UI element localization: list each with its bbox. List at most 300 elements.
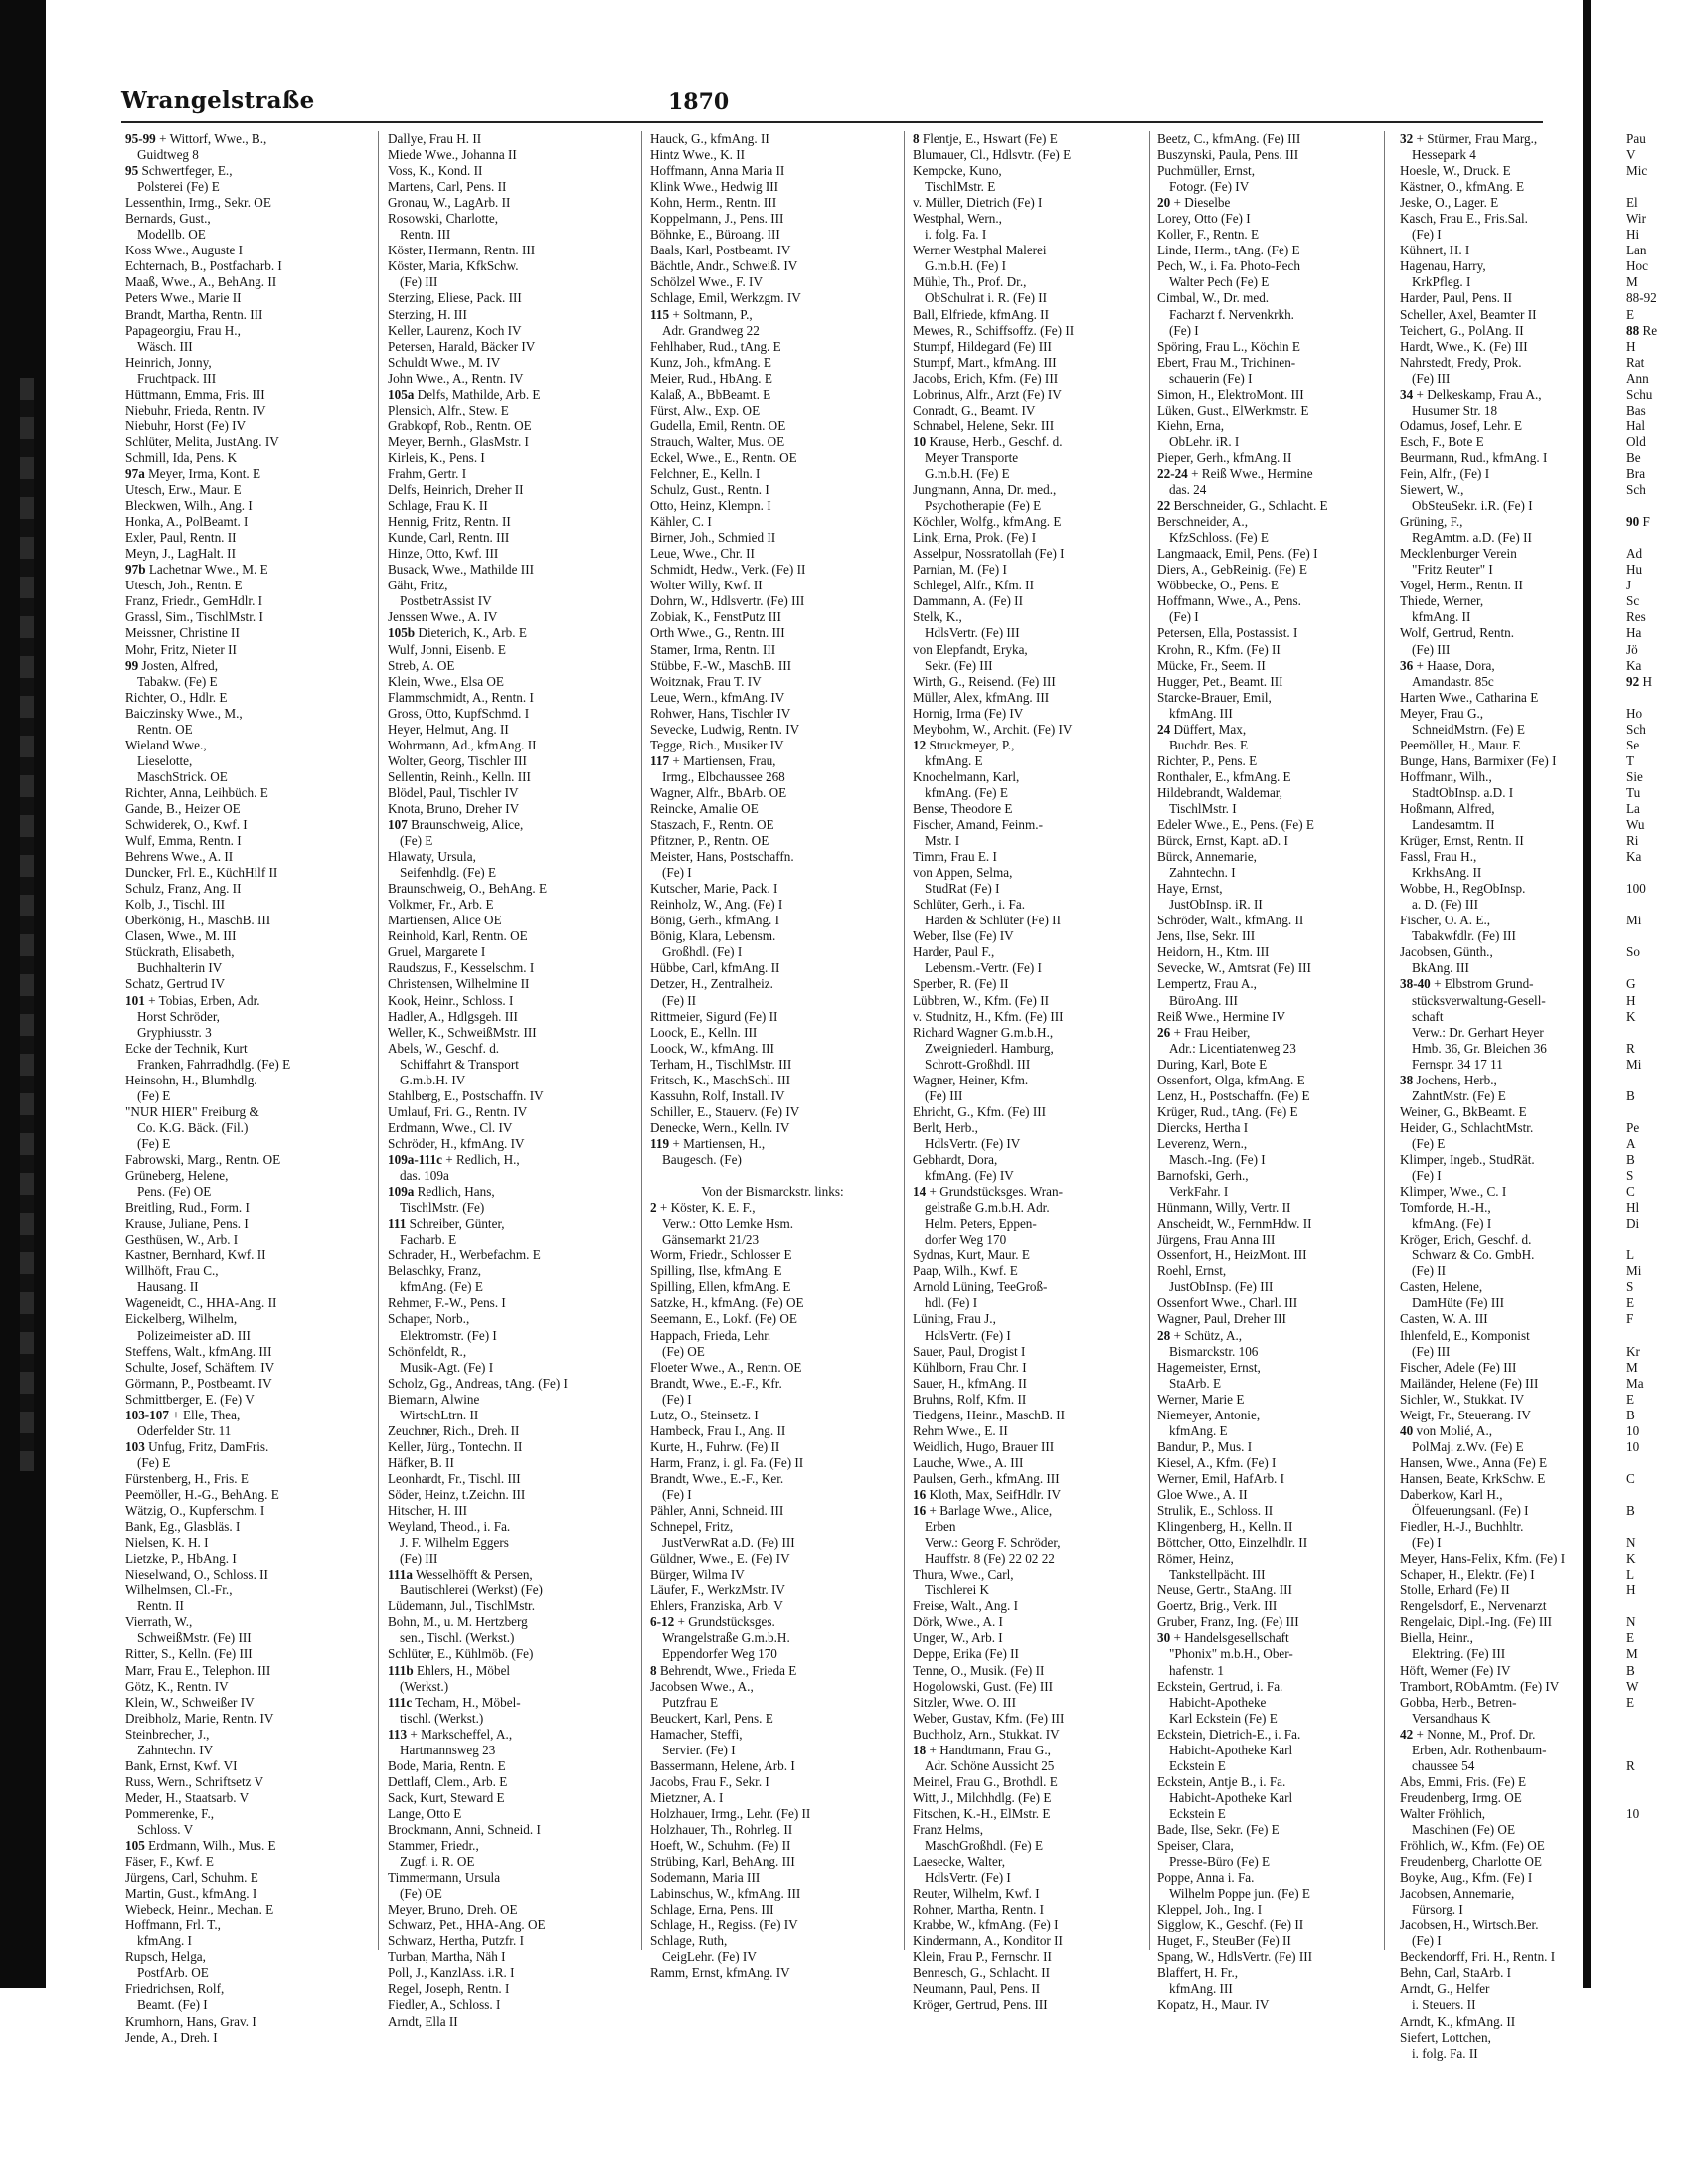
directory-entry: Schmidt, Hedw., Verk. (Fe) II [650, 562, 806, 578]
directory-entry: Pens. (Fe) OE [137, 1184, 212, 1200]
directory-entry: Hausang. II [137, 1279, 199, 1295]
directory-entry: J [1626, 578, 1632, 593]
directory-entry: Böttcher, Otto, Einzelhdlr. II [1157, 1535, 1308, 1551]
directory-entry: During, Karl, Bote E [1157, 1056, 1268, 1072]
directory-entry: Baiczinsky Wwe., M., [125, 705, 243, 721]
directory-entry: Kasch, Frau E., Fris.Sal. [1400, 211, 1528, 227]
directory-entry: Guidtweg 8 [137, 147, 199, 163]
directory-entry: 26 + Frau Heiber, [1157, 1024, 1251, 1040]
directory-entry: J. F. Wilhelm Eggers [400, 1535, 509, 1551]
directory-entry: Fotogr. (Fe) IV [1169, 179, 1250, 195]
directory-entry: 90 F [1626, 514, 1650, 530]
directory-entry: Ronthaler, E., kfmAng. E [1157, 768, 1291, 784]
directory-entry: Fäser, F., Kwf. E [125, 1854, 214, 1870]
directory-entry: Fürsorg. I [1412, 1902, 1463, 1917]
directory-entry: Gobba, Herb., Betren- [1400, 1694, 1517, 1710]
directory-entry: Steffens, Walt., kfmAng. III [125, 1343, 272, 1359]
directory-entry: kfmAng. III [1169, 705, 1233, 721]
directory-entry: Tenne, O., Musik. (Fe) II [913, 1662, 1045, 1678]
directory-entry: Weber, Gustav, Kfm. (Fe) III [913, 1710, 1065, 1726]
directory-entry: El [1626, 195, 1638, 211]
directory-entry: 88 Re [1626, 322, 1658, 338]
directory-entry: i. Steuers. II [1412, 1997, 1476, 2013]
directory-entry: Peters Wwe., Marie II [125, 290, 242, 306]
directory-entry: Krumhorn, Hans, Grav. I [125, 2013, 256, 2029]
directory-entry: 105 Erdmann, Wilh., Mus. E [125, 1838, 276, 1854]
directory-entry: Klein, Wwe., Elsa OE [388, 673, 504, 689]
directory-entry [1626, 1727, 1708, 1743]
directory-entry: Hübbe, Carl, kfmAng. II [650, 960, 780, 976]
directory-entry: Ri [1626, 833, 1639, 849]
directory-entry: Reinholz, W., Ang. (Fe) I [650, 897, 783, 913]
directory-entry: Kunde, Carl, Rentn. III [388, 530, 510, 546]
directory-entry: Eckstein, Dietrich-E., i. Fa. [1157, 1726, 1301, 1742]
directory-entry: Franz Helms, [913, 1821, 984, 1837]
directory-entry: M [1626, 1359, 1638, 1375]
directory-entry: Bächtle, Andr., Schweiß. IV [650, 258, 798, 274]
directory-entry: Petersen, Harald, Bäcker IV [388, 338, 536, 354]
directory-entry: Neumann, Paul, Pens. II [913, 1981, 1041, 1997]
directory-entry: Karl Eckstein (Fe) E [1169, 1710, 1278, 1726]
directory-entry: Di [1626, 1216, 1640, 1232]
directory-entry: Mühle, Th., Prof. Dr., [913, 274, 1027, 290]
directory-entry: K [1626, 1551, 1636, 1567]
directory-entry: HdlsVertr. (Fe) I [925, 1870, 1011, 1886]
directory-entry: Wu [1626, 817, 1645, 833]
directory-entry: Jende, A., Dreh. I [125, 2029, 218, 2045]
directory-entry: Mohr, Fritz, Nieter II [125, 641, 237, 657]
directory-entry: Lessenthin, Irmg., Sekr. OE [125, 195, 271, 211]
directory-entry: S [1626, 1168, 1634, 1184]
directory-entry: Bleckwen, Wilh., Ang. I [125, 498, 253, 514]
directory-entry: Zugf. i. R. OE [400, 1854, 475, 1870]
directory-entry: Pieper, Gerh., kfmAng. II [1157, 449, 1292, 465]
directory-entry: JustObInsp. iR. II [1169, 897, 1263, 913]
directory-entry: 42 + Nonne, M., Prof. Dr. [1400, 1726, 1536, 1742]
directory-entry: Lieselotte, [137, 752, 193, 768]
directory-entry: Schiller, E., Stauerv. (Fe) IV [650, 1103, 800, 1119]
directory-entry: Hintz Wwe., K. II [650, 147, 745, 163]
directory-entry: Werner Westphal Malerei [913, 243, 1047, 258]
directory-entry: Beuckert, Karl, Pens. E [650, 1710, 773, 1726]
directory-entry: Bank, Ernst, Kwf. VI [125, 1757, 238, 1773]
directory-entry: Hoeft, W., Schuhm. (Fe) II [650, 1838, 791, 1854]
directory-entry: Ramm, Ernst, kfmAng. IV [650, 1965, 790, 1981]
directory-entry: Sperber, R. (Fe) II [913, 976, 1009, 992]
directory-entry: 103-107 + Elle, Thea, [125, 1407, 241, 1422]
directory-entry: Kiehn, Erna, [1157, 417, 1225, 433]
directory-entry: (Fe) I [1412, 1168, 1442, 1184]
directory-entry: Wagner, Heiner, Kfm. [913, 1072, 1029, 1087]
directory-entry: Kunz, Joh., kfmAng. E [650, 354, 771, 370]
directory-entry: Gruber, Franz, Ing. (Fe) III [1157, 1614, 1299, 1630]
directory-entry: 88-92 [1626, 290, 1657, 306]
directory-entry: Reiß Wwe., Hermine IV [1157, 1008, 1286, 1024]
directory-entry: Schrott-Großhdl. III [925, 1056, 1031, 1072]
directory-entry: Stückrath, Elisabeth, [125, 944, 235, 960]
directory-entry: Dohrn, W., Hdlsvertr. (Fe) III [650, 593, 805, 609]
directory-entry: Harten Wwe., Catharina E [1400, 689, 1539, 705]
directory-entry: Bernards, Gust., [125, 211, 211, 227]
directory-entry: Westphal, Wern., [913, 211, 1002, 227]
directory-entry: Wolter, Georg, Tischler III [388, 752, 527, 768]
directory-entry: Nielsen, K. H. I [125, 1535, 209, 1551]
directory-entry: Bank, Eg., Glasbläs. I [125, 1519, 241, 1535]
directory-entry: JustObInsp. (Fe) III [1169, 1279, 1274, 1295]
directory-entry: Ha [1626, 625, 1642, 641]
directory-entry: E [1626, 1295, 1635, 1311]
directory-column-1 [125, 131, 372, 2045]
directory-entry: Klimper, Ingeb., StudRät. [1400, 1152, 1535, 1167]
directory-entry: Reincke, Amalie OE [650, 800, 759, 816]
directory-entry: Wirth, G., Reisend. (Fe) III [913, 673, 1056, 689]
directory-entry: Pau [1626, 131, 1646, 146]
directory-entry: Eckstein, Gertrud, i. Fa. [1157, 1678, 1283, 1694]
directory-entry: Heyer, Helmut, Ang. II [388, 721, 509, 737]
directory-entry: Schu [1626, 386, 1653, 402]
directory-entry: Schwarz, Hertha, Putzfr. I [388, 1933, 524, 1949]
directory-entry: 119 + Martiensen, H., [650, 1135, 766, 1151]
directory-entry: Gross, Otto, KupfSchmd. I [388, 705, 530, 721]
directory-entry: von Elepfandt, Eryka, [913, 641, 1028, 657]
directory-entry: Siefert, Lottchen, [1400, 2029, 1491, 2045]
directory-entry: Lebensm.-Vertr. (Fe) I [925, 960, 1042, 976]
directory-entry: Hauck, G., kfmAng. II [650, 131, 769, 146]
directory-entry: (Fe) III [1412, 1343, 1451, 1359]
directory-entry: Lenz, H., Postschaffn. (Fe) E [1157, 1087, 1310, 1103]
directory-entry: Volkmer, Fr., Arb. E [388, 897, 494, 913]
directory-entry: 109a-111c + Redlich, H., [388, 1152, 520, 1167]
directory-entry: Odamus, Josef, Lehr. E [1400, 417, 1523, 433]
directory-entry: Bode, Maria, Rentn. E [388, 1757, 506, 1773]
directory-entry: E [1626, 1391, 1635, 1407]
directory-entry: Stelk, K., [913, 609, 962, 625]
directory-entry: 115 + Soltmann, P., [650, 306, 753, 322]
directory-entry: Esch, F., Bote E [1400, 433, 1484, 449]
directory-entry: Breitling, Rud., Form. I [125, 1200, 250, 1216]
directory-entry: Gloe Wwe., A. II [1157, 1486, 1248, 1502]
directory-entry: Sch [1626, 482, 1646, 498]
directory-entry: Woitznak, Frau T. IV [650, 673, 762, 689]
directory-entry: Diers, A., GebReinig. (Fe) E [1157, 562, 1307, 578]
directory-entry: Sitzler, Wwe. O. III [913, 1694, 1016, 1710]
directory-entry: MaschGroßhdl. (Fe) E [925, 1838, 1044, 1854]
directory-entry: Franz, Friedr., GemHdlr. I [125, 593, 263, 609]
directory-entry: Weller, K., SchweißMstr. III [388, 1024, 537, 1040]
directory-entry: Habicht-Apotheke Karl [1169, 1742, 1293, 1757]
directory-entry: Wulf, Emma, Rentn. I [125, 833, 242, 849]
directory-entry: Fischer, Amand, Feinm.- [913, 817, 1043, 833]
directory-entry: Thiede, Werner, [1400, 593, 1484, 609]
directory-entry: Zobiak, K., FenstPutz III [650, 609, 781, 625]
directory-entry: 28 + Schütz, A., [1157, 1327, 1243, 1343]
directory-entry: Schlüter, Gerh., i. Fa. [913, 897, 1026, 913]
directory-entry: Bürger, Wilma IV [650, 1567, 745, 1582]
directory-entry: Belaschky, Franz, [388, 1263, 481, 1279]
directory-entry: Franken, Fahrradhdlg. (Fe) E [137, 1056, 291, 1072]
directory-entry: Hlawaty, Ursula, [388, 849, 476, 865]
directory-entry: Poppe, Anna i. Fa. [1157, 1870, 1255, 1886]
directory-entry: Werner, Marie E [1157, 1391, 1245, 1407]
directory-entry: Walter Fröhlich, [1400, 1805, 1486, 1821]
directory-entry [1626, 960, 1708, 976]
directory-entry: 95-99 + Wittorf, Wwe., B., [125, 131, 267, 146]
directory-entry: Gryphiusstr. 3 [137, 1024, 212, 1040]
directory-entry: Facharb. E [400, 1232, 457, 1248]
directory-entry: Hadler, A., Hdlgsgeh. III [388, 1008, 518, 1024]
column-divider [904, 131, 905, 1950]
directory-entry: Honka, A., PolBeamt. I [125, 514, 249, 530]
directory-entry: Lorey, Otto (Fe) I [1157, 211, 1251, 227]
directory-entry: Timm, Frau E. I [913, 849, 997, 865]
directory-entry: Kleppel, Joh., Ing. I [1157, 1902, 1263, 1917]
directory-entry: Niebuhr, Frieda, Rentn. IV [125, 402, 266, 417]
directory-entry: Hamacher, Steffi, [650, 1726, 743, 1742]
directory-entry: Weber, Ilse (Fe) IV [913, 928, 1014, 944]
directory-entry: Lan [1626, 243, 1647, 258]
directory-entry: Brockmann, Anni, Schneid. I [388, 1821, 541, 1837]
directory-entry: Raudszus, F., Kesselschm. I [388, 960, 535, 976]
directory-entry: Meier, Rud., HbAng. E [650, 370, 772, 386]
directory-entry [1626, 865, 1708, 881]
directory-entry: Ecke der Technik, Kurt [125, 1040, 248, 1056]
directory-entry: Schmittberger, E. (Fe) V [125, 1391, 255, 1407]
directory-entry: Mietzner, A. I [650, 1789, 724, 1805]
directory-entry: Blödel, Paul, Tischler IV [388, 784, 519, 800]
directory-entry: (Fe) III [925, 1087, 963, 1103]
directory-entry: Fröhlich, W., Kfm. (Fe) OE [1400, 1838, 1545, 1854]
directory-entry: Gesthüsen, W., Arb. I [125, 1232, 239, 1248]
directory-entry: kfmAng. (Fe) E [925, 784, 1008, 800]
directory-entry: Barnofski, Gerh., [1157, 1168, 1249, 1184]
directory-entry: Görmann, P., Postbeamt. IV [125, 1375, 272, 1391]
directory-entry: Bunge, Hans, Barmixer (Fe) I [1400, 752, 1557, 768]
directory-entry: Hennig, Fritz, Rentn. II [388, 514, 511, 530]
directory-entry: ZahntMstr. (Fe) E [1412, 1087, 1506, 1103]
directory-entry: Abels, W., Geschf. d. [388, 1040, 500, 1056]
directory-entry [1626, 498, 1708, 514]
directory-entry: G.m.b.H. IV [400, 1072, 466, 1087]
directory-entry [1626, 1328, 1708, 1344]
directory-entry: Ehlers, Franziska, Arb. V [650, 1598, 783, 1614]
directory-entry: Bismarckstr. 106 [1169, 1343, 1259, 1359]
directory-entry: Sch [1626, 721, 1646, 737]
directory-entry: Reinhold, Karl, Rentn. OE [388, 928, 528, 944]
directory-entry: Umlauf, Fri. G., Rentn. IV [388, 1103, 528, 1119]
directory-entry: Von der Bismarckstr. links: [701, 1184, 844, 1200]
directory-entry: Werner, Emil, HafArb. I [1157, 1470, 1285, 1486]
directory-entry: Arndt, K., kfmAng. II [1400, 2013, 1516, 2029]
directory-entry: Harder, Paul F., [913, 944, 995, 960]
directory-entry: Boyke, Aug., Kfm. (Fe) I [1400, 1870, 1533, 1886]
directory-entry: Rosowski, Charlotte, [388, 211, 498, 227]
directory-entry: (Fe) III [1412, 370, 1451, 386]
directory-column-6 [1400, 131, 1594, 2061]
directory-entry: Schlegel, Alfr., Kfm. II [913, 578, 1034, 593]
directory-entry: tischl. (Werkst.) [400, 1710, 484, 1726]
directory-entry: Knota, Bruno, Dreher IV [388, 800, 520, 816]
directory-entry: Richter, O., Hdlr. E [125, 689, 228, 705]
directory-entry: Adr.: Licentiatenweg 23 [1169, 1040, 1296, 1056]
directory-entry: Masch.-Ing. (Fe) I [1169, 1152, 1266, 1167]
directory-entry: Hu [1626, 562, 1643, 578]
directory-entry: Buszynski, Paula, Pens. III [1157, 147, 1299, 163]
directory-entry: Sekr. (Fe) III [925, 657, 993, 673]
directory-entry: Hessepark 4 [1412, 147, 1476, 163]
directory-entry [1626, 1455, 1708, 1471]
directory-entry: Knochelmann, Karl, [913, 768, 1020, 784]
directory-entry: Linde, Herm., tAng. (Fe) E [1157, 243, 1300, 258]
directory-entry: Dammann, A. (Fe) II [913, 593, 1023, 609]
directory-entry: K [1626, 1008, 1636, 1024]
directory-entry: Bautischlerei (Werkst) (Fe) [400, 1582, 543, 1598]
directory-entry: Kiesel, A., Kfm. (Fe) I [1157, 1454, 1277, 1470]
directory-entry: Kühnert, H. I [1400, 243, 1470, 258]
directory-entry: Pommerenke, F., [125, 1805, 215, 1821]
directory-entry: Wageneidt, C., HHA-Ang. II [125, 1295, 277, 1311]
directory-entry: Schnabel, Helene, Sekr. III [913, 417, 1055, 433]
directory-entry: Oberkönig, H., MaschB. III [125, 913, 271, 928]
directory-entry: B [1626, 1087, 1635, 1103]
directory-entry: Maschinen (Fe) OE [1412, 1821, 1516, 1837]
directory-entry: Ossenfort, Olga, kfmAng. E [1157, 1072, 1305, 1087]
directory-entry: (Fe) II [1412, 1263, 1447, 1279]
directory-entry: Grüneberg, Helene, [125, 1168, 229, 1184]
directory-entry: C [1626, 1184, 1635, 1200]
directory-entry: Kalaß, A., BbBeamt. E [650, 386, 771, 402]
directory-entry: 100 [1626, 881, 1646, 897]
directory-entry: E [1626, 306, 1635, 322]
directory-entry: chaussee 54 [1412, 1757, 1475, 1773]
directory-entry: PolMaj. z.Wv. (Fe) E [1412, 1438, 1524, 1454]
directory-entry: Niemeyer, Antonie, [1157, 1407, 1261, 1422]
directory-entry: Old [1626, 433, 1646, 449]
directory-entry: StadtObInsp. a.D. I [1412, 784, 1514, 800]
directory-entry: 20 + Dieselbe [1157, 195, 1231, 211]
directory-entry: G.m.b.H. (Fe) E [925, 465, 1010, 481]
directory-entry: Birner, Joh., Schmied II [650, 530, 776, 546]
directory-entry: Paulsen, Gerh., kfmAng. III [913, 1470, 1060, 1486]
directory-entry: Witt, J., Milchhdlg. (Fe) E [913, 1789, 1052, 1805]
directory-entry: Diercks, Hertha I [1157, 1119, 1249, 1135]
directory-entry: Satzke, H., kfmAng. (Fe) OE [650, 1295, 804, 1311]
directory-entry: PostbetrAssist IV [400, 593, 492, 609]
directory-entry: Schwarz, Pet., HHA-Ang. OE [388, 1917, 546, 1933]
directory-entry: 92 H [1626, 673, 1653, 689]
directory-entry: Grabkopf, Rob., Rentn. OE [388, 417, 532, 433]
directory-entry: V [1626, 147, 1636, 163]
directory-entry: Hogolowski, Gust. (Fe) III [913, 1678, 1054, 1694]
directory-entry: Rat [1626, 354, 1645, 370]
directory-entry: Sauer, Paul, Drogist I [913, 1343, 1026, 1359]
directory-entry: Jacobsen Wwe., A., [650, 1678, 754, 1694]
directory-entry: Bade, Ilse, Sekr. (Fe) E [1157, 1821, 1280, 1837]
directory-entry: StudRat (Fe) I [925, 881, 1000, 897]
directory-entry: Schulz, Gust., Rentn. I [650, 482, 769, 498]
directory-entry: 95 Schwertfeger, E., [125, 163, 233, 179]
directory-entry: Jö [1626, 641, 1638, 657]
directory-entry: Link, Erna, Prok. (Fe) I [913, 530, 1037, 546]
directory-entry: Buchhalterin IV [137, 960, 223, 976]
directory-entry: Exler, Paul, Rentn. II [125, 530, 237, 546]
directory-entry: Gänsemarkt 21/23 [662, 1232, 760, 1248]
directory-entry: Be [1626, 449, 1641, 465]
directory-entry: Reuter, Wilhelm, Kwf. I [913, 1886, 1040, 1902]
directory-entry: Bra [1626, 465, 1646, 481]
directory-entry: Zahntechn. IV [137, 1742, 214, 1757]
directory-entry: v. Müller, Dietrich (Fe) I [913, 195, 1043, 211]
directory-entry: H [1626, 338, 1636, 354]
directory-entry: Lange, Otto E [388, 1805, 462, 1821]
directory-entry: Strulik, E., Schloss. II [1157, 1503, 1274, 1519]
directory-column-4 [913, 131, 1143, 2013]
directory-entry: Tischlerei K [925, 1582, 990, 1598]
directory-entry: "NUR HIER" Freiburg & [125, 1103, 259, 1119]
directory-entry: Baals, Karl, Postbeamt. IV [650, 243, 791, 258]
directory-entry: Rentn. III [400, 227, 451, 243]
directory-entry: (Fe) I [1169, 322, 1199, 338]
directory-entry: Hoesle, W., Druck. E [1400, 163, 1511, 179]
directory-entry: Pähler, Anni, Schneid. III [650, 1503, 784, 1519]
directory-entry: 22-24 + Reiß Wwe., Hermine [1157, 465, 1313, 481]
directory-entry: Beckendorff, Fri. H., Rentn. I [1400, 1949, 1556, 1965]
directory-entry: G [1626, 976, 1636, 992]
directory-entry: Schlage, Erna, Pens. III [650, 1902, 774, 1917]
directory-entry: M [1626, 1646, 1638, 1662]
directory-entry: Mailänder, Helene (Fe) III [1400, 1375, 1539, 1391]
directory-entry: 2 + Köster, K. E. F., [650, 1200, 756, 1216]
directory-entry: Worm, Friedr., Schlosser E [650, 1248, 792, 1263]
directory-entry: Sack, Kurt, Steward E [388, 1789, 505, 1805]
directory-entry: Detzer, H., Zentralheiz. [650, 976, 773, 992]
directory-entry: Jeske, O., Lager. E [1400, 195, 1499, 211]
directory-entry [650, 1168, 895, 1184]
directory-entry: 8 Flentje, E., Hswart (Fe) E [913, 131, 1058, 146]
directory-entry: Jacobsen, Günth., [1400, 944, 1493, 960]
directory-entry: Koss Wwe., Auguste I [125, 243, 244, 258]
directory-entry: Meister, Hans, Postschaffn. [650, 849, 794, 865]
directory-entry: Weiner, G., BkBeamt. E [1400, 1103, 1527, 1119]
directory-entry: Clasen, Wwe., M. III [125, 928, 237, 944]
directory-entry: Musik-Agt. (Fe) I [400, 1359, 494, 1375]
directory-entry: BkAng. III [1412, 960, 1469, 976]
directory-entry: Richter, P., Pens. E [1157, 752, 1258, 768]
directory-entry: Köster, Maria, KfkSchw. [388, 258, 519, 274]
directory-entry: 10 [1626, 1438, 1640, 1454]
directory-entry: Bürck, Ernst, Kapt. aD. I [1157, 833, 1288, 849]
directory-entry: Wagner, Alfr., BbArb. OE [650, 784, 787, 800]
directory-entry: Bönig, Gerh., kfmAng. I [650, 913, 780, 928]
directory-entry: Baugesch. (Fe) [662, 1152, 742, 1167]
directory-entry: Mecklenburger Verein [1400, 546, 1517, 562]
directory-entry: Happach, Frieda, Lehr. [650, 1327, 771, 1343]
directory-entry: Roehl, Ernst, [1157, 1263, 1227, 1279]
directory-entry [1626, 690, 1708, 706]
directory-entry: Freudenberg, Irmg. OE [1400, 1789, 1522, 1805]
directory-entry: Böhnke, E., Büroang. III [650, 227, 780, 243]
directory-entry: 38 Jochens, Herb., [1400, 1072, 1497, 1087]
directory-entry: (Fe) I [1412, 1933, 1442, 1949]
directory-entry: Zweigniederl. Hamburg, [925, 1040, 1054, 1056]
directory-entry: Delfs, Heinrich, Dreher II [388, 482, 524, 498]
directory-entry: Stumpf, Mart., kfmAng. III [913, 354, 1057, 370]
directory-entry: Utesch, Erw., Maur. E [125, 482, 242, 498]
directory-entry: Ihlenfeld, E., Komponist [1400, 1327, 1530, 1343]
directory-entry: CeigLehr. (Fe) IV [662, 1949, 757, 1965]
directory-entry: Pfitzner, P., Rentn. OE [650, 833, 769, 849]
directory-entry: Fiedler, H.-J., Buchhltr. [1400, 1519, 1524, 1535]
directory-entry: Putzfrau E [662, 1694, 719, 1710]
